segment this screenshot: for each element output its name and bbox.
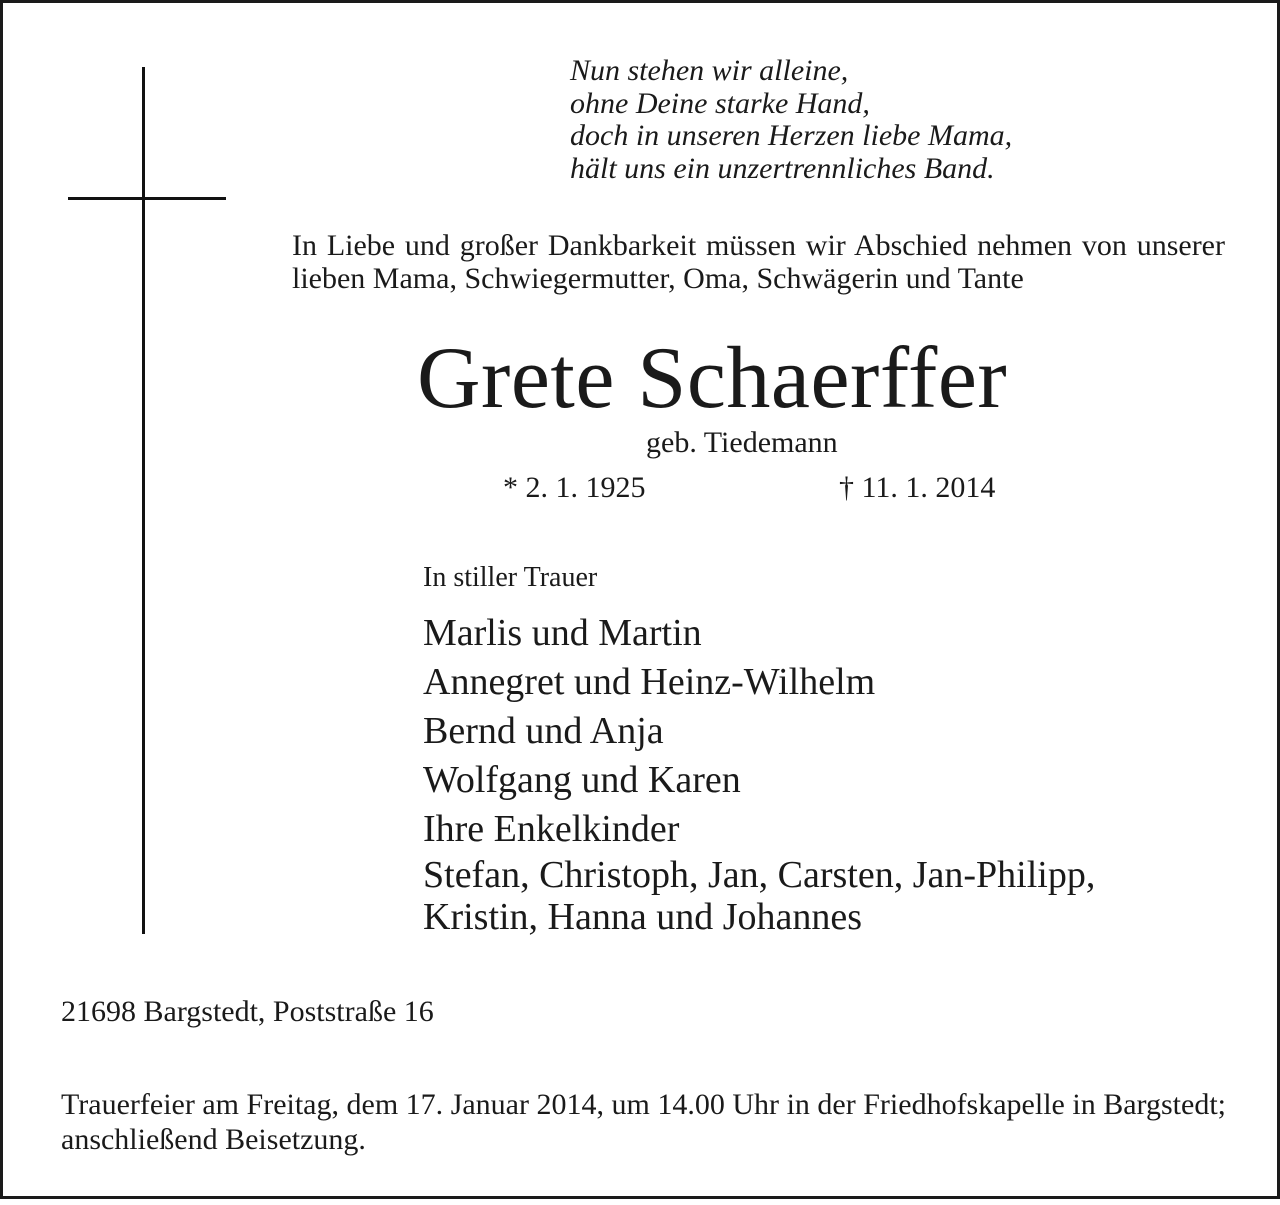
poem-line: ohne Deine starke Hand, — [570, 86, 870, 120]
mourner-entry: Ihre Enkelkinder — [423, 808, 680, 850]
poem-line: Nun stehen wir alleine, — [570, 54, 849, 87]
deceased-name: Grete Schaerffer — [417, 330, 1008, 427]
mourner-entry: Bernd und Anja — [423, 710, 664, 752]
death-date: † 11. 1. 2014 — [839, 471, 996, 504]
family-address: 21698 Bargstedt, Poststraße 16 — [61, 995, 434, 1028]
maiden-name: geb. Tiedemann — [646, 426, 838, 459]
funeral-details: Trauerfeier am Freitag, dem 17. Januar 2014, um 14.00 Uhr in der Friedhofskapelle in Bargstedt; anschließend Beisetzung. — [61, 1088, 1226, 1156]
poem-line: doch in unseren Herzen liebe Mama, — [570, 119, 1013, 152]
mourners-list — [423, 609, 1095, 938]
mourner-entry: Stefan, Christoph, Jan, Carsten, Jan-Philipp, — [423, 854, 1096, 896]
mourning-intro: In stiller Trauer — [423, 562, 598, 593]
mourner-entry: Kristin, Hanna und Johannes — [423, 896, 863, 938]
birth-date: * 2. 1. 1925 — [503, 471, 646, 504]
mourner-entry: Annegret und Heinz-Wilhelm — [423, 661, 876, 703]
memorial-poem — [570, 55, 1012, 185]
mourner-entry: Marlis und Martin — [423, 612, 702, 654]
poem-line: hält uns ein unzertrennliches Band. — [570, 151, 995, 185]
cross-icon-horizontal-beam — [68, 197, 226, 200]
mourner-entry: Wolfgang und Karen — [423, 759, 741, 801]
farewell-intro-text: In Liebe und großer Dankbarkeit müssen wir Abschied nehmen von unserer lieben Mama, Schwiegermutter, Oma, Schwägerin und Tante — [292, 229, 1225, 295]
